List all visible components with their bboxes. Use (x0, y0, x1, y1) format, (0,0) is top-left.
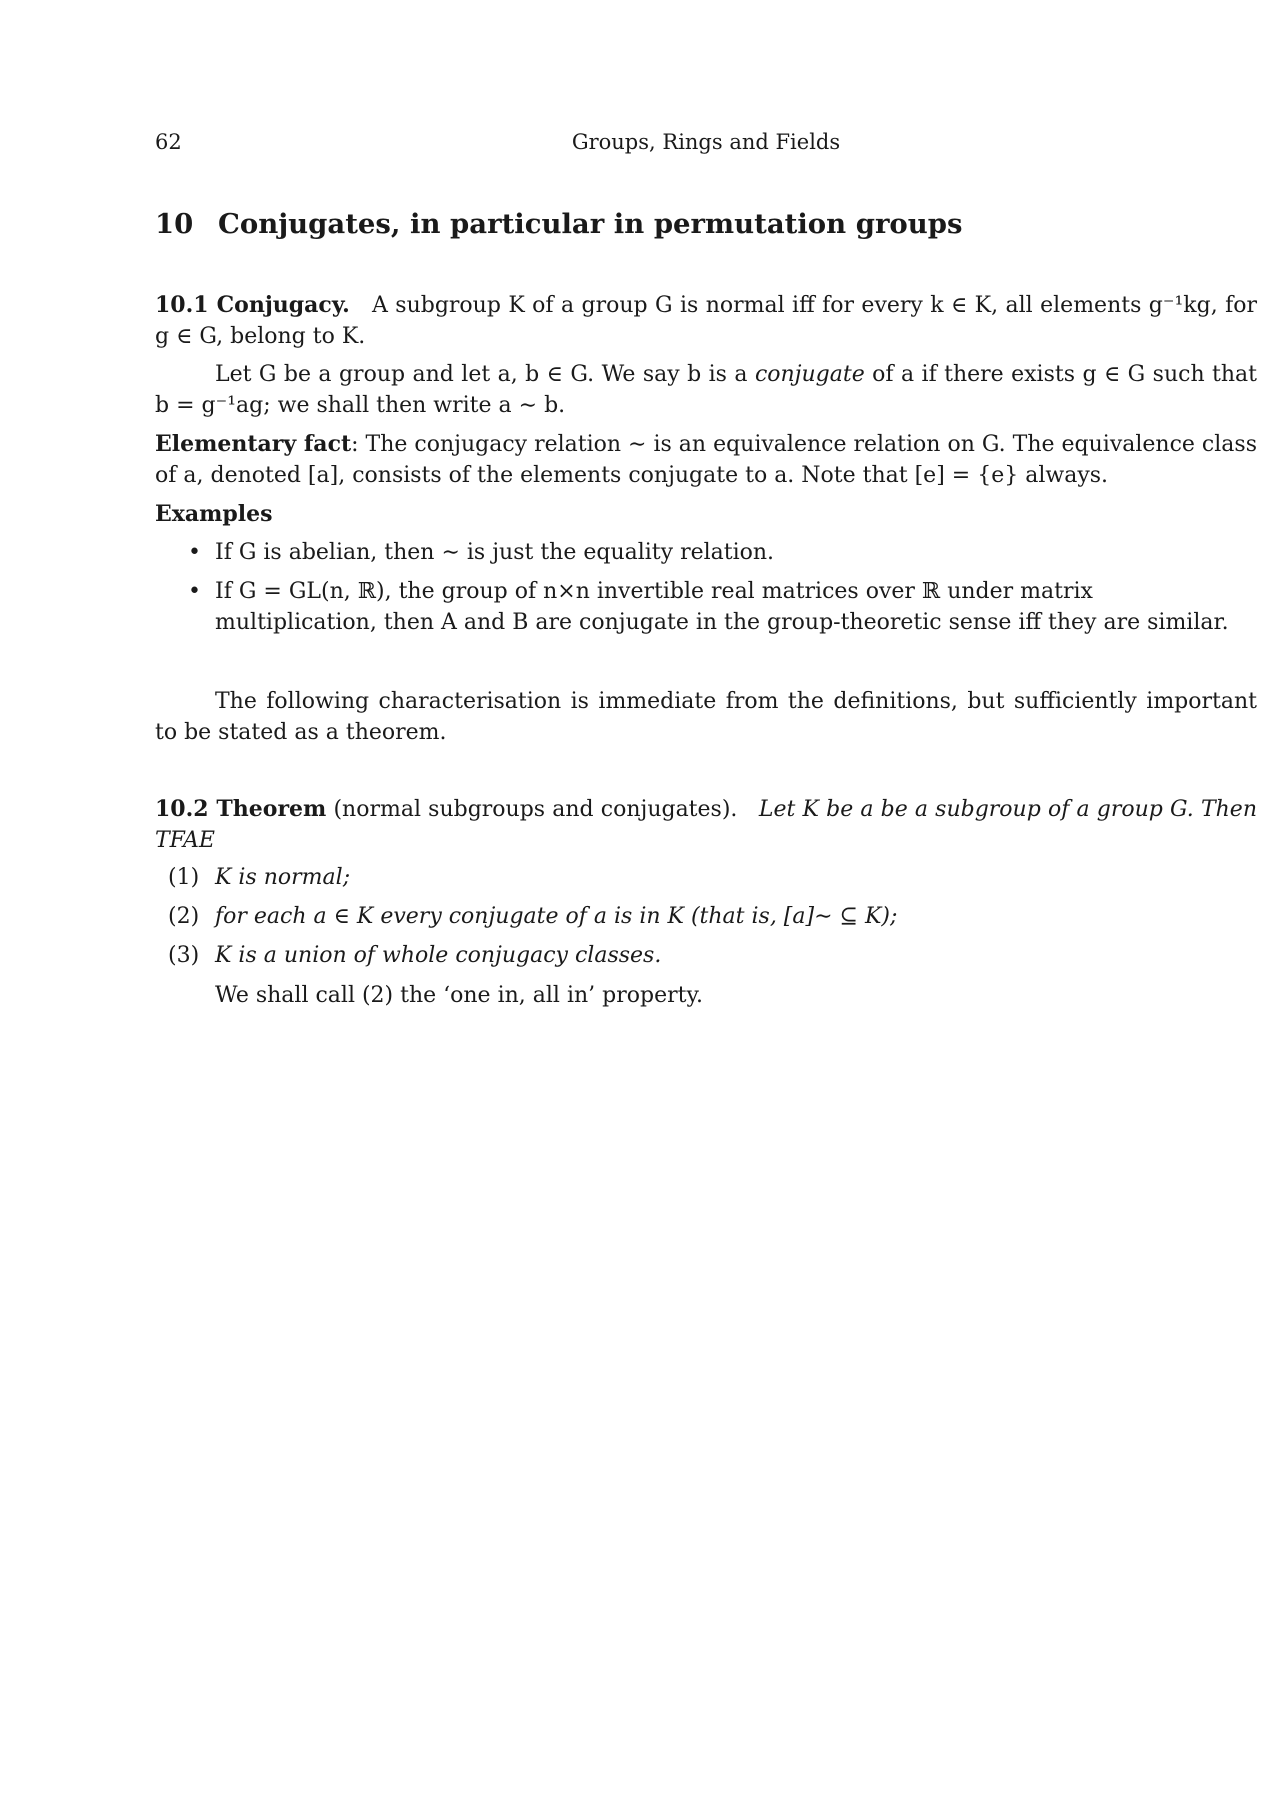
fact-label: Elementary fact (155, 431, 352, 457)
bullet-icon: • (188, 540, 201, 565)
theorem-paragraph (155, 794, 1257, 856)
condition-text: K is normal; (215, 865, 351, 890)
page-number: 62 (155, 130, 182, 154)
theorem-remark: We shall call (2) the ‘one in, all in’ property. (215, 983, 703, 1008)
running-header (155, 130, 1257, 160)
section-number: 10 (155, 208, 194, 240)
following-paragraph: The following characterisation is immediate from the definitions, but sufficiently important to be stated as a theorem. (155, 689, 1257, 745)
theorem-conditions (155, 862, 1257, 971)
list-item (155, 862, 1257, 893)
examples-list (155, 537, 1257, 638)
conjugacy-heading: 10.1 Conjugacy. (155, 292, 350, 318)
theorem-heading: 10.2 Theorem (155, 796, 327, 822)
definition-term: conjugate (754, 362, 865, 387)
condition-label: (3) (168, 943, 200, 968)
definition-text-pre: Let G be a group and let a, b ∈ G. We say b is a (215, 362, 748, 387)
theorem-subtitle: (normal subgroups and conjugates). (333, 797, 738, 822)
section-title (155, 208, 962, 240)
condition-label: (1) (168, 865, 200, 890)
example-text: If G is abelian, then ∼ is just the equality relation. (215, 540, 775, 565)
elementary-fact (155, 429, 1257, 491)
running-title: Groups, Rings and Fields (571, 130, 841, 154)
list-item (155, 940, 1257, 971)
conjugate-definition (155, 359, 1257, 421)
fact-text: : The conjugacy relation ∼ is an equivalence relation on G. The equivalence class of a, denoted [a], consists of the elements conjugate to a. Note that [e] = {e} always. (155, 432, 1257, 488)
example-text: If G = GL(n, ℝ), the group of n×n invertible real matrices over ℝ under matrix multiplication, then A and B are conjugate in the group-theoretic sense iff they are similar. (215, 579, 1229, 635)
list-item (155, 537, 1257, 568)
conjugacy-paragraph (155, 290, 1257, 352)
conjugacy-text: A subgroup K of a group G is normal iff for every k ∈ K, all elements g⁻¹kg, for g ∈ G, belong to K. (155, 293, 1258, 349)
list-item (155, 901, 1257, 932)
section-title-text: Conjugates, in particular in permutation groups (218, 208, 963, 240)
condition-text: for each a ∈ K every conjugate of a is in K (that is, [a]∼ ⊆ K); (215, 904, 898, 929)
examples-heading: Examples (155, 501, 273, 527)
condition-label: (2) (168, 904, 200, 929)
condition-text: K is a union of whole conjugacy classes. (215, 943, 662, 968)
definition-text-post: of a if there exists g ∈ G such that b = g⁻¹ag; we shall then write a ∼ b. (155, 362, 1258, 418)
theorem-statement: Let K be a be a subgroup of a group G. Then TFAE (155, 797, 1257, 853)
bullet-icon: • (188, 579, 201, 604)
list-item (155, 576, 1257, 638)
